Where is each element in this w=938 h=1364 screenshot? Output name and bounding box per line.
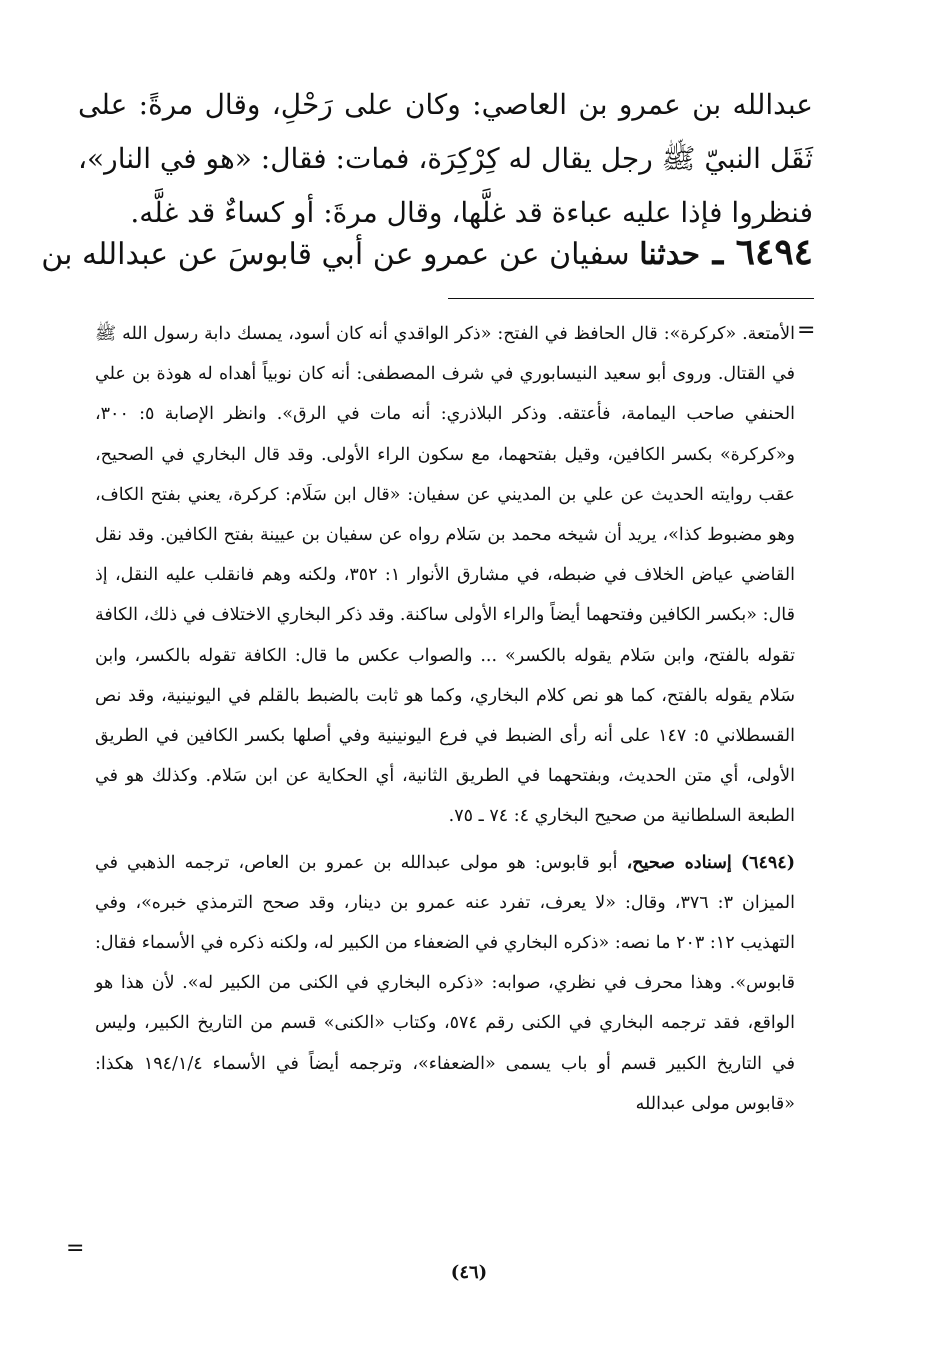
continuation-mark-bottom: = (66, 1236, 85, 1261)
hadith-isnad-text: سفيان عن عمرو عن أبي قابوسَ عن عبدالله بن (41, 237, 640, 272)
footnote-body: أبو قابوس: هو مولى عبدالله بن عمرو بن العاص، ترجمه الذهبي في الميزان ٣: ٣٧٦، وقال: «لا يعرف، تفرد عنه عمرو بن دينار، وقد صحح الترمذي خبره»، وفي التهذيب ١٢: ٢٠٣ ما نصه: «ذكره البخاري في الضعفاء من الكبير له، ولكنه ذكره في الأسماء فقال: قابوس». وهذا محرف في نظري، صوابه: «ذكره البخاري في الكنى من الكبير له». لأن هذا هو الواقع، فقد ترجمه البخاري في الكنى رقم ٥٧٤، وكتاب «الكنى» قسم من التاريخ الكبير، وليس في التاريخ الكبير قسم أو باب يسمى «الضعفاء»، وترجمه أيضاً في الأسماء ١٩٤/١/٤ هكذا: «قابوس مولى عبدالله (95, 852, 796, 1114)
footnote-6494 (95, 843, 795, 1124)
hadith-6494-start (41, 222, 813, 285)
main-hadith-text (78, 78, 813, 240)
continuation-mark-top: = (797, 318, 816, 343)
footnote-number: (٦٤٩٤) (740, 852, 795, 873)
footnote-continued: الأمتعة. «كركرة»: قال الحافظ في الفتح: «ذكر الواقدي أنه كان أسود، يمسك دابة رسول الله ﷺ في القتال. وروى أبو سعيد النيسابوري في شرف المصطفى: أنه كان نوبياً أهداه له هوذة بن علي الحنفي صاحب اليمامة، فأعتقه. وذكر البلاذري: أنه مات في الرق». وانظر الإصابة ٥: ٣٠٠، و«كركرة» بكسر الكافين، وقيل بفتحهما، مع سكون الراء الأولى. وقد قال البخاري في الصحيح، عقب روايته الحديث عن علي بن المديني عن سفيان: «قال ابن سَلَام: كركرة، يعني بفتح الكاف، وهو مضبوط كذا»، يريد أن شيخه محمد بن سَلام رواه عن سفيان بن عيينة بفتح الكافين. وقد نقل القاضي عياض الخلاف في ضبطه، في مشارق الأنوار ١: ٣٥٢، ولكنه وهم فانقلب عليه النقل، إذ قال: «بكسر الكافين وفتحهما أيضاً والراء الأولى ساكنة. وقد ذكر البخاري الاختلاف في ذلك، الكافة تقوله بالفتح، وابن سَلام يقوله بالكسر» ... والصواب عكس ما قال: الكافة تقوله بالكسر، وابن سَلام يقوله بالفتح، كما هو نص كلام البخاري، وكما هو ثابت بالضبط بالقلم في اليونينية، وقد نص القسطلاني ٥: ١٤٧ على أنه رأى الضبط في فرع اليونينية وفي أصلها بكسر الكافين في الطريق الأولى، أي متن الحديث، وبفتحهما في الطريق الثانية، أي الحكاية عن ابن سَلام. وكذلك هو في الطبعة السلطانية من صحيح البخاري ٤: ٧٤ ـ ٧٥. (95, 324, 795, 827)
footnotes (95, 314, 795, 1124)
footnote-head: إسناده صحيح، (626, 852, 732, 873)
hadith-number: ٦٤٩٤ (735, 231, 813, 273)
hadith-dash: ـ (700, 231, 736, 273)
main-paragraph: عبدالله بن عمرو بن العاصي: وكان على رَحْلِ، وقال مرةً: على ثَقَل النبيّ ﷺ رجل يقال له كِرْكِرَة، فمات: فقال: «هو في النار»، فنظروا فإذا عليه عباءة قد غلَّها، وقال مرةَ: أو كساءٌ قد غلَّه. (78, 88, 813, 229)
footnote-separator-rule (448, 298, 814, 299)
haddathana-word: حدثنا (639, 237, 701, 272)
page-number: (٤٦) (450, 1262, 488, 1283)
